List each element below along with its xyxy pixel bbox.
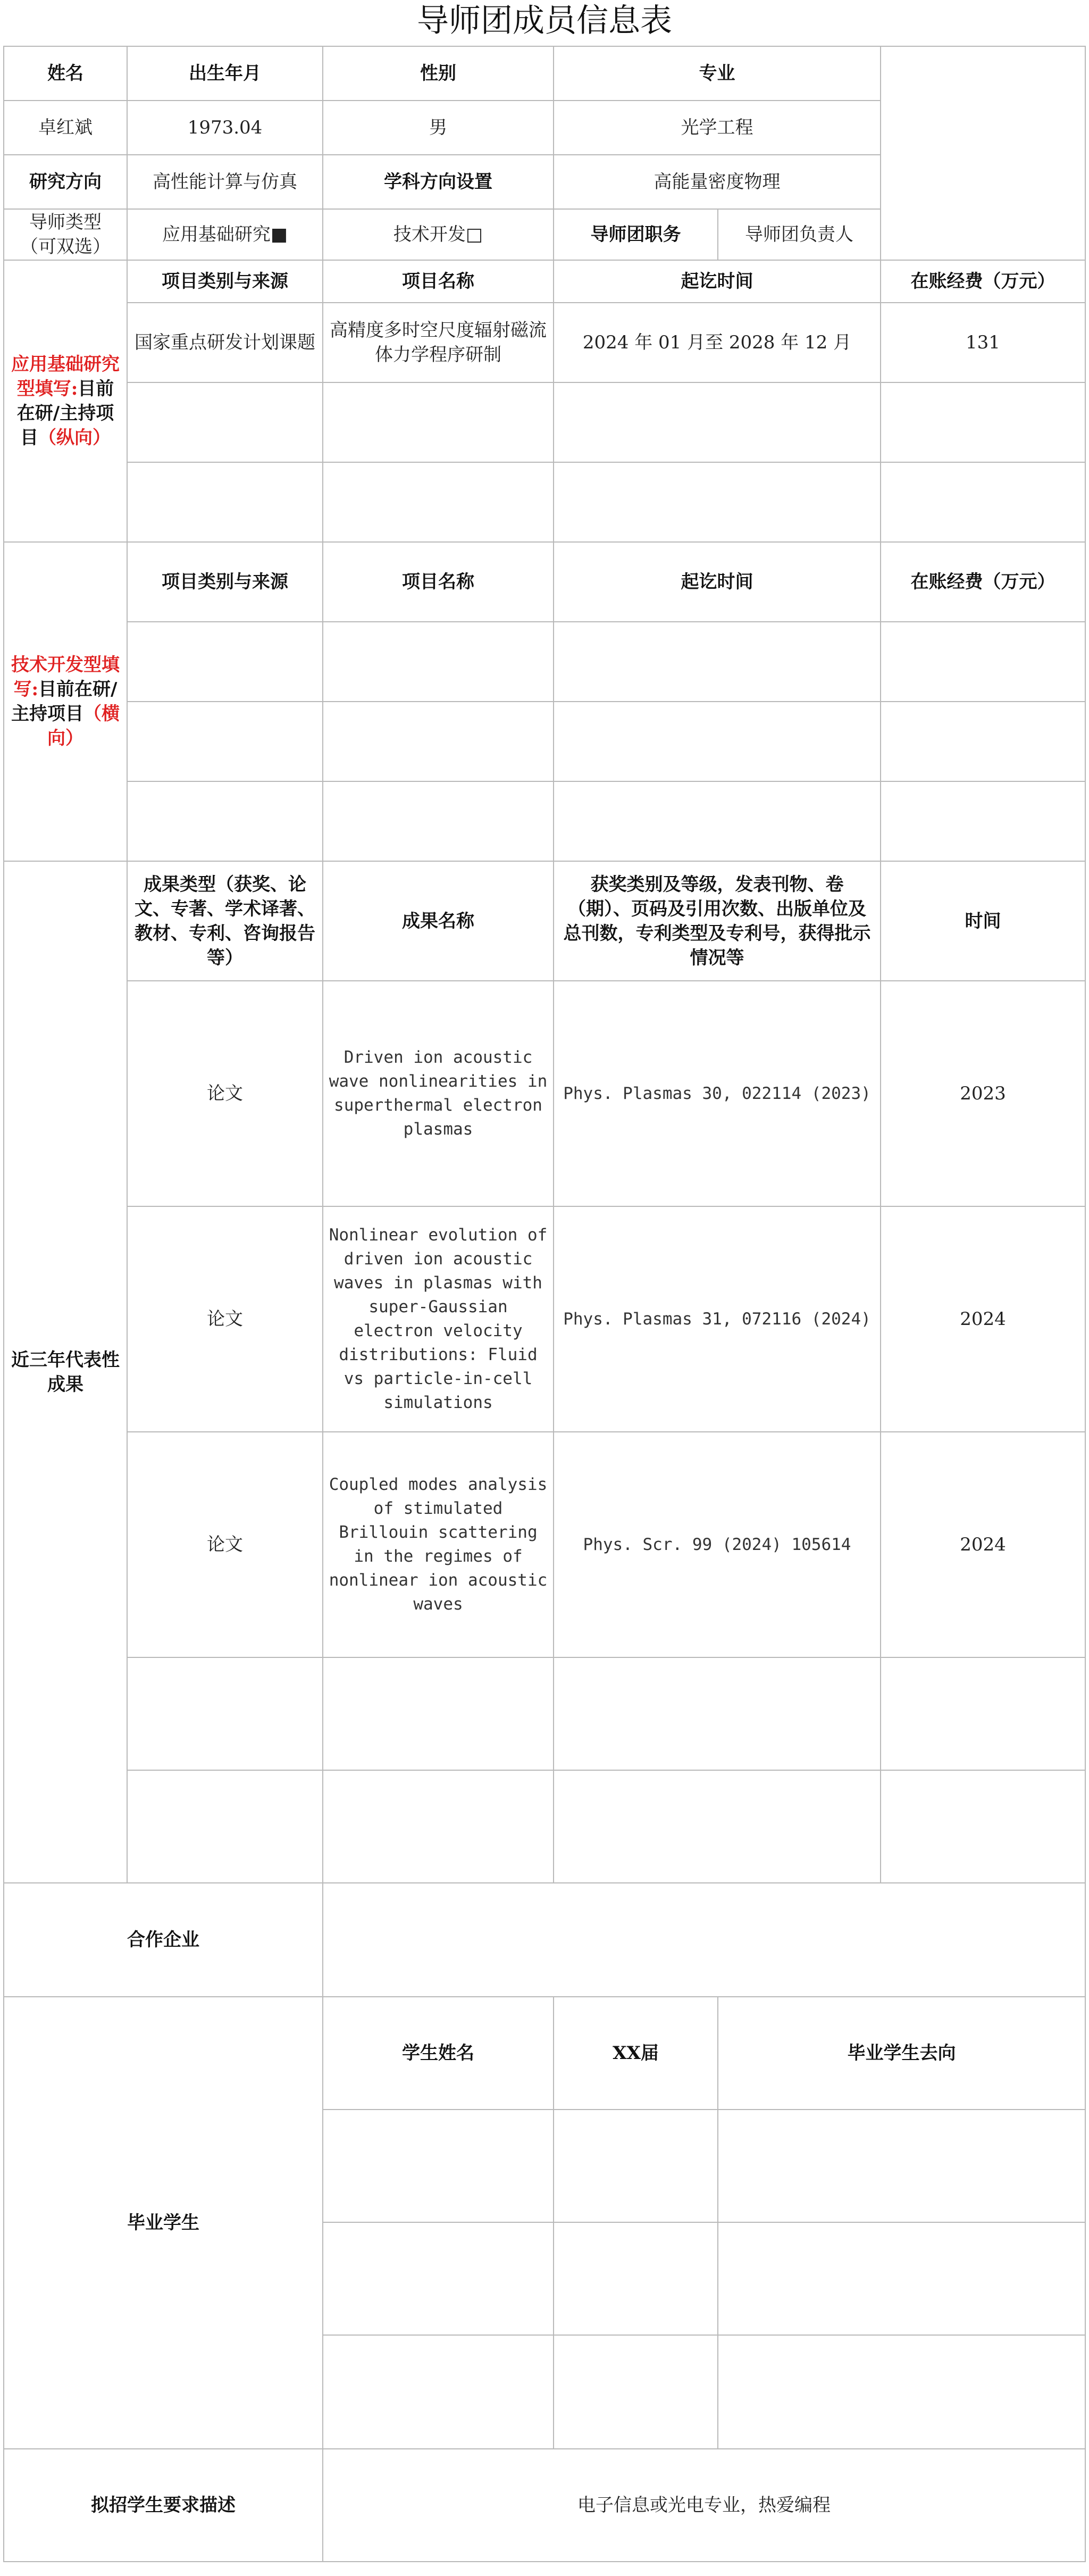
graduates-header-row (4, 1997, 1085, 2110)
recruit-label: 拟招学生要求描述 (4, 2449, 323, 2562)
empty-cell (127, 622, 323, 702)
achievements-side-label: 近三年代表性成果 (4, 861, 127, 1883)
empty-cell (127, 462, 323, 542)
achievement-empty-row (4, 1770, 1085, 1883)
mentor-type-label (4, 209, 127, 260)
empty-cell (554, 2110, 718, 2222)
applied-side-tag: （纵向） (38, 427, 111, 448)
empty-cell (127, 382, 323, 462)
tech-header-source: 项目类别与来源 (127, 542, 323, 622)
discipline-value: 高能量密度物理 (554, 155, 881, 209)
empty-cell (554, 702, 881, 781)
mentor-type-label-line1: 导师类型 (29, 212, 102, 233)
achievement-type: 论文 (127, 1206, 323, 1432)
tech-side-tag: （横向） (47, 703, 120, 749)
tech-empty-row (4, 702, 1085, 781)
empty-cell (127, 1770, 323, 1883)
empty-cell (323, 702, 554, 781)
applied-header-source: 项目类别与来源 (127, 260, 323, 303)
graduates-header-name: 学生姓名 (323, 1997, 554, 2110)
tech-side-label (4, 542, 127, 861)
achievements-header-row (4, 861, 1085, 981)
empty-cell (323, 2335, 554, 2449)
achievement-empty-row (4, 1657, 1085, 1770)
empty-cell (554, 2222, 718, 2335)
empty-cell (127, 781, 323, 861)
empty-cell (881, 382, 1085, 462)
empty-cell (718, 2222, 1085, 2335)
empty-cell (323, 382, 554, 462)
birth-label: 出生年月 (127, 46, 323, 101)
achievement-time: 2024 (881, 1206, 1085, 1432)
applied-empty-row (4, 382, 1085, 462)
empty-cell (881, 781, 1085, 861)
empty-cell (554, 2335, 718, 2449)
achievement-type: 论文 (127, 1432, 323, 1657)
research-value: 高性能计算与仿真 (127, 155, 323, 209)
tech-side-red: 技术开发型填写: (11, 654, 120, 700)
recruit-value: 电子信息或光电专业，热爱编程 (323, 2449, 1085, 2562)
empty-cell (554, 622, 881, 702)
empty-cell (323, 462, 554, 542)
empty-cell (323, 781, 554, 861)
achievement-pub: Phys. Plasmas 30, 022114 (2023) (554, 981, 881, 1206)
empty-cell (323, 2222, 554, 2335)
empty-cell (554, 781, 881, 861)
achievements-header-pub: 获奖类别及等级，发表刊物、卷（期）、页码及引用次数、出版单位及总刊数，专利类型及专利号，获得批示情况等 (554, 861, 881, 981)
major-label: 专业 (554, 46, 881, 101)
applied-side-mid: 目前在研/主持项目 (16, 378, 114, 448)
achievement-type: 论文 (127, 981, 323, 1206)
tech-header-period: 起讫时间 (554, 542, 881, 622)
achievement-row (4, 1432, 1085, 1657)
tech-header-funds: 在账经费（万元） (881, 542, 1085, 622)
graduates-side-label: 毕业学生 (4, 1997, 323, 2449)
applied-row-source: 国家重点研发计划课题 (127, 303, 323, 382)
empty-cell (323, 1657, 554, 1770)
type-tech-checkbox[interactable]: 技术开发□ (323, 209, 554, 260)
coop-label: 合作企业 (4, 1883, 323, 1997)
applied-header-name: 项目名称 (323, 260, 554, 303)
mentor-type-label-line2: （可双选） (20, 236, 111, 257)
achievement-name: Coupled modes analysis of stimulated Brillouin scattering in the regimes of nonlinear ion acoustic waves (323, 1432, 554, 1657)
graduates-header-destination: 毕业学生去向 (718, 1997, 1085, 2110)
coop-value (323, 1883, 1085, 1997)
applied-row (4, 303, 1085, 382)
applied-side-label (4, 260, 127, 542)
tech-empty-row (4, 622, 1085, 702)
empty-cell (881, 622, 1085, 702)
empty-cell (127, 1657, 323, 1770)
empty-cell (718, 2110, 1085, 2222)
applied-header-row (4, 260, 1085, 303)
empty-cell (323, 1770, 554, 1883)
empty-cell (127, 702, 323, 781)
achievement-name: Driven ion acoustic wave nonlinearities in superthermal electron plasmas (323, 981, 554, 1206)
achievement-row (4, 1206, 1085, 1432)
achievements-header-time: 时间 (881, 861, 1085, 981)
name-label: 姓名 (4, 46, 127, 101)
empty-cell (554, 1770, 881, 1883)
achievement-name: Nonlinear evolution of driven ion acoustic waves in plasmas with super-Gaussian electron velocity distributions: Fluid vs particle-in-cell simulations (323, 1206, 554, 1432)
achievements-header-name: 成果名称 (323, 861, 554, 981)
applied-row-name: 高精度多时空尺度辐射磁流体力学程序研制 (323, 303, 554, 382)
applied-header-period: 起讫时间 (554, 260, 881, 303)
empty-cell (881, 1770, 1085, 1883)
empty-cell (323, 622, 554, 702)
empty-cell (554, 382, 881, 462)
birth-value: 1973.04 (127, 101, 323, 155)
empty-cell (718, 2335, 1085, 2449)
applied-row-funds: 131 (881, 303, 1085, 382)
empty-cell (554, 462, 881, 542)
mentor-info-table (3, 46, 1086, 2562)
applied-empty-row (4, 462, 1085, 542)
empty-cell (881, 1657, 1085, 1770)
recruit-row (4, 2449, 1085, 2562)
achievement-pub: Phys. Plasmas 31, 072116 (2024) (554, 1206, 881, 1432)
research-label: 研究方向 (4, 155, 127, 209)
achievement-row (4, 981, 1085, 1206)
tech-header-row (4, 542, 1085, 622)
duty-label: 导师团职务 (554, 209, 718, 260)
applied-row-period: 2024 年 01 月至 2028 年 12 月 (554, 303, 881, 382)
empty-cell (881, 702, 1085, 781)
tech-empty-row (4, 781, 1085, 861)
type-applied-checkbox[interactable]: 应用基础研究■ (127, 209, 323, 260)
gender-value: 男 (323, 101, 554, 155)
achievement-pub: Phys. Scr. 99 (2024) 105614 (554, 1432, 881, 1657)
photo-cell (881, 46, 1085, 260)
name-value: 卓红斌 (4, 101, 127, 155)
graduates-header-class: XX届 (554, 1997, 718, 2110)
major-value: 光学工程 (554, 101, 881, 155)
basic-header-row (4, 46, 1085, 101)
empty-cell (323, 2110, 554, 2222)
coop-row (4, 1883, 1085, 1997)
applied-header-funds: 在账经费（万元） (881, 260, 1085, 303)
tech-header-name: 项目名称 (323, 542, 554, 622)
tech-side-mid: 目前在研/主持项目 (11, 679, 118, 724)
duty-value: 导师团负责人 (718, 209, 881, 260)
achievement-time: 2024 (881, 1432, 1085, 1657)
empty-cell (881, 462, 1085, 542)
applied-side-red: 应用基础研究型填写: (11, 354, 120, 399)
gender-label: 性别 (323, 46, 554, 101)
achievement-time: 2023 (881, 981, 1085, 1206)
discipline-label: 学科方向设置 (323, 155, 554, 209)
page-title: 导师团成员信息表 (417, 2, 672, 39)
achievements-header-type: 成果类型（获奖、论文、专著、学术译著、教材、专利、咨询报告等） (127, 861, 323, 981)
empty-cell (554, 1657, 881, 1770)
